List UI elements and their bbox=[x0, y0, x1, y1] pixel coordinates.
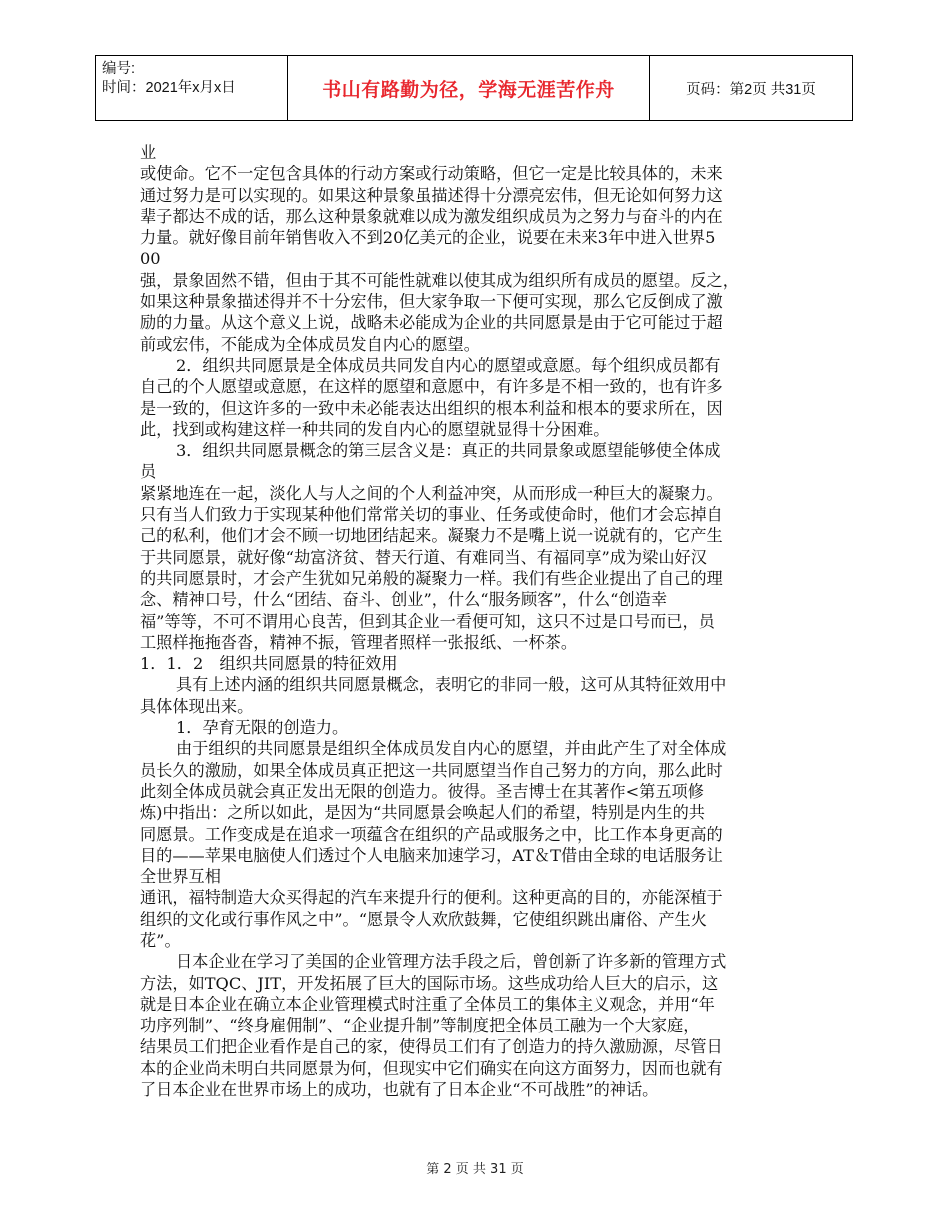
body-line: 就是日本企业在确立本企业管理模式时注重了全体员工的集体主义观念，并用“年 bbox=[140, 994, 715, 1014]
body-line: 组织的文化或行事作风之中”。“愿景令人欢欣鼓舞，它使组织跳出庸俗、产生火 bbox=[140, 909, 707, 929]
body-line: 由于组织的共同愿景是组织全体成员发自内心的愿望，并由此产生了对全体成 bbox=[176, 739, 727, 759]
body-line: 3．组织共同愿景概念的第三层含义是：真正的共同景象或愿望能够使全体成 bbox=[176, 441, 721, 461]
body-line: 此刻全体成员就会真正发出无限的创造力。彼得。圣吉博士在其著作<第五项修 bbox=[140, 781, 704, 801]
body-line: 方法，如TQC、JIT，开发拓展了巨大的国际市场。这些成功给人巨大的启示，这 bbox=[140, 973, 719, 993]
body-line: 功序列制”、“终身雇佣制”、“企业提升制”等制度把全体员工融为一个大家庭， bbox=[140, 1016, 700, 1036]
body-line: 具有上述内涵的组织共同愿景概念，表明它的非同一般，这可从其特征效用中 bbox=[176, 675, 727, 695]
body-line: 1．1．2 组织共同愿景的特征效用 bbox=[140, 654, 398, 674]
body-line: 了日本企业在世界市场上的成功，也就有了日本企业“不可战胜”的神话。 bbox=[140, 1080, 659, 1100]
header-motto: 书山有路勤为径，学海无涯苦作舟 bbox=[288, 56, 650, 120]
body-line: 员 bbox=[140, 462, 157, 482]
body-line: 此，找到或构建这样一种共同的发自内心的愿望就显得十分困难。 bbox=[140, 419, 610, 439]
body-line: 力量。就好像目前年销售收入不到20亿美元的企业，说要在未来3年中进入世界5 bbox=[140, 228, 716, 248]
body-line: 通过努力是可以实现的。如果这种景象虽描述得十分漂亮宏伟，但无论如何努力这 bbox=[140, 185, 723, 205]
body-line: 2．组织共同愿景是全体成员共同发自内心的愿望或意愿。每个组织成员都有 bbox=[176, 355, 721, 375]
body-line: 前或宏伟，不能成为全体成员发自内心的愿望。 bbox=[140, 334, 480, 354]
body-line: 只有当人们致力于实现某种他们常常关切的事业、任务或使命时，他们才会忘掉自 bbox=[140, 505, 723, 525]
body-line: 结果员工们把企业看作是自己的家，使得员工们有了创造力的持久激励源，尽管日 bbox=[140, 1037, 723, 1057]
body-line: 是一致的，但这许多的一致中未必能表达出组织的根本利益和根本的要求所在，因 bbox=[140, 398, 723, 418]
header-page-info: 页码：第2页 共31页 bbox=[686, 81, 816, 98]
body-line: 目的——苹果电脑使人们透过个人电脑来加速学习，AT＆T借由全球的电话服务让 bbox=[140, 845, 723, 865]
serial-label: 编号: bbox=[102, 61, 136, 77]
body-line: 自己的个人愿望或意愿，在这样的愿望和意愿中，有许多是不相一致的，也有许多 bbox=[140, 377, 723, 397]
body-line: 励的力量。从这个意义上说，战略未必能成为企业的共同愿景是由于它可能过于超 bbox=[140, 313, 723, 333]
body-line: 花”。 bbox=[140, 930, 181, 950]
body-line: 福”等等，不可不谓用心良苦，但到其企业一看便可知，这只不过是口号而已，员 bbox=[140, 611, 715, 631]
document-body bbox=[140, 142, 820, 1100]
body-line: 强，景象固然不错，但由于其不可能性就难以使其成为组织所有成员的愿望。反之， bbox=[140, 270, 739, 290]
page-header bbox=[95, 55, 853, 121]
body-line: 己的私利，他们才会不顾一切地团结起来。凝聚力不是嘴上说一说就有的，它产生 bbox=[140, 526, 723, 546]
body-line: 于共同愿景，就好像“劫富济贫、替天行道、有难同当、有福同享”成为梁山好汉 bbox=[140, 547, 707, 567]
header-meta bbox=[96, 56, 288, 120]
body-line: 的共同愿景时，才会产生犹如兄弟般的凝聚力一样。我们有些企业提出了自己的理 bbox=[140, 568, 723, 588]
body-line: 如果这种景象描述得并不十分宏伟，但大家争取一下便可实现，那么它反倒成了激 bbox=[140, 292, 723, 312]
body-line: 日本企业在学习了美国的企业管理方法手段之后，曾创新了许多新的管理方式 bbox=[176, 952, 727, 972]
page-footer: 第 2 页 共 31 页 bbox=[426, 1162, 524, 1177]
time-label: 时间：2021年x月x日 bbox=[102, 80, 236, 96]
body-line: 念、精神口号，什么“团结、奋斗、创业”，什么“服务顾客”，什么“创造幸 bbox=[140, 590, 668, 610]
body-line: 员长久的激励，如果全体成员真正把这一共同愿望当作自己努力的方向，那么此时 bbox=[140, 760, 723, 780]
body-line: 00 bbox=[140, 249, 161, 269]
body-line: 具体体现出来。 bbox=[140, 696, 254, 716]
body-line: 通讯，福特制造大众买得起的汽车来提升行的便利。这种更高的目的，亦能深植于 bbox=[140, 888, 723, 908]
body-line: 或使命。它不一定包含具体的行动方案或行动策略，但它一定是比较具体的，未来 bbox=[140, 164, 723, 184]
body-line: 同愿景。工作变成是在追求一项蕴含在组织的产品或服务之中，比工作本身更高的 bbox=[140, 824, 723, 844]
body-line: 辈子都达不成的话，那么这种景象就难以成为激发组织成员为之努力与奋斗的内在 bbox=[140, 206, 723, 226]
body-line: 工照样拖拖沓沓，精神不振，管理者照样一张报纸、一杯茶。 bbox=[140, 632, 578, 652]
body-line: 紧紧地连在一起，淡化人与人之间的个人利益冲突，从而形成一种巨大的凝聚力。 bbox=[140, 483, 723, 503]
body-line: 全世界互相 bbox=[140, 867, 221, 887]
body-line: 业 bbox=[140, 143, 157, 162]
body-line: 1．孕育无限的创造力。 bbox=[176, 718, 349, 738]
body-line: 本的企业尚未明白共同愿景为何，但现实中它们确实在向这方面努力，因而也就有 bbox=[140, 1058, 723, 1078]
body-line: 炼)中指出：之所以如此，是因为“共同愿景会唤起人们的希望，特别是内生的共 bbox=[140, 803, 705, 823]
